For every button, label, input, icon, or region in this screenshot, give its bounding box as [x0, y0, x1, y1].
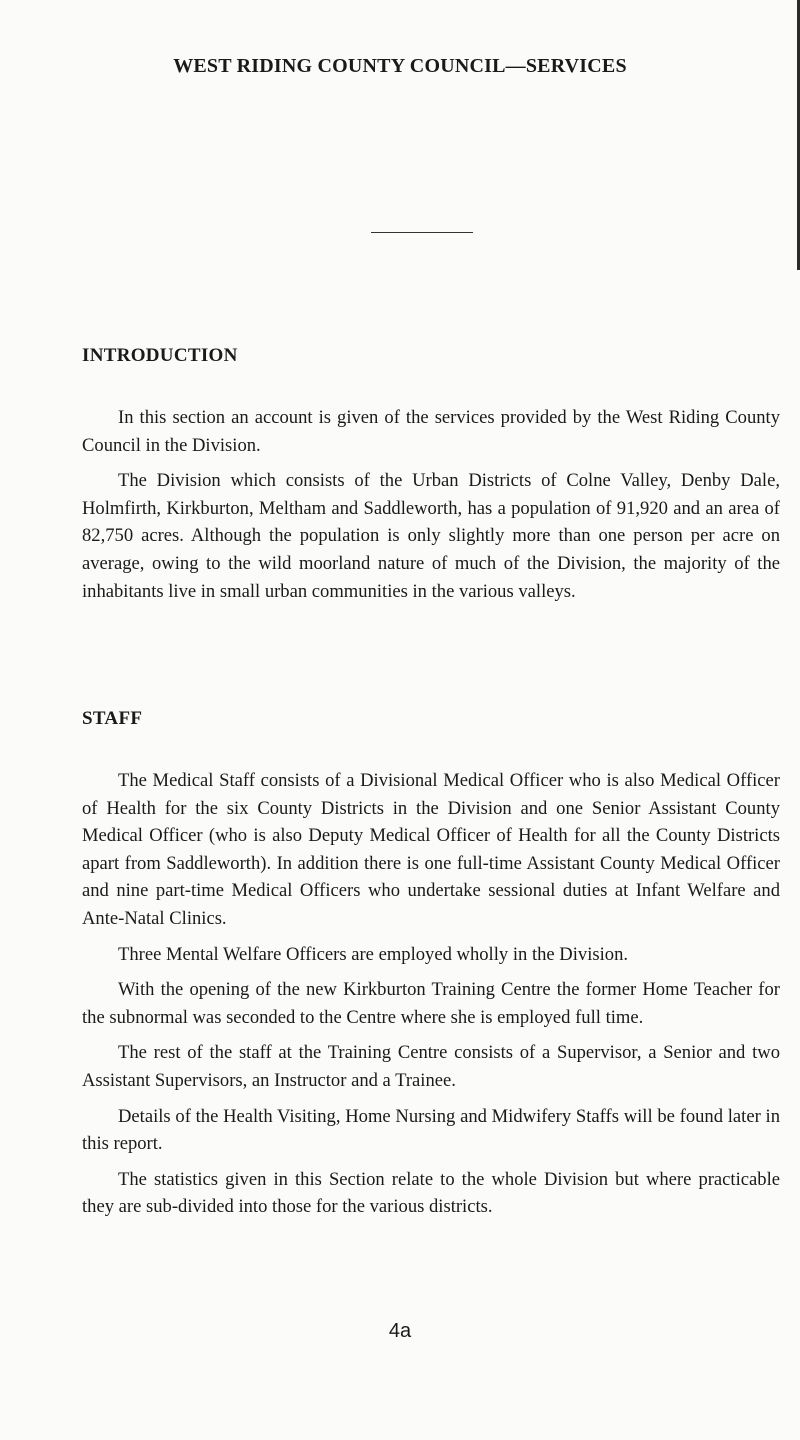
staff-paragraph: Details of the Health Visiting, Home Nursing and Midwifery Staffs will be found later in this report.: [82, 1105, 780, 1155]
introduction-paragraph: The Division which consists of the Urban Districts of Colne Valley, Denby Dale, Holmfirth, Kirkburton, Meltham and Saddleworth, has a population of 91,920 and an area of 82,750 acres. Although the population is only slightly more than one person per acre on average, owing to the wild moorland nature of much of the Division, the majority of the inhabitants live in small urban communities in the various valleys.: [82, 470, 780, 602]
staff-heading: STAFF: [82, 708, 143, 729]
staff-paragraph: The rest of the staff at the Training Centre consists of a Supervisor, a Senior and two Assistant Supervisors, an Instructor and a Trainee.: [82, 1042, 780, 1091]
introduction-heading: INTRODUCTION: [82, 345, 238, 366]
staff-body: [82, 767, 780, 1229]
staff-paragraph: The statistics given in this Section relate to the whole Division but where practicable they are sub-divided into those for the various districts.: [82, 1168, 780, 1218]
header-divider: [371, 232, 473, 233]
page-header: WEST RIDING COUNTY COUNCIL—SERVICES: [173, 55, 627, 77]
introduction-paragraph: In this section an account is given of the services provided by the West Riding County Council in the Division.: [82, 407, 780, 456]
page-number: 4a: [388, 1320, 412, 1342]
introduction-body: [82, 404, 780, 613]
staff-paragraph: Three Mental Welfare Officers are employed wholly in the Division.: [118, 943, 629, 965]
staff-paragraph: With the opening of the new Kirkburton Training Centre the former Home Teacher for the subnormal was seconded to the Centre where she is employed full time.: [82, 979, 780, 1028]
staff-paragraph: The Medical Staff consists of a Divisional Medical Officer who is also Medical Officer of Health for the six County Districts in the Division and one Senior Assistant County Medical Officer (who is also Deputy Medical Officer of Health for all the County Districts apart from Saddleworth). In addition there is one full-time Assistant County Medical Officer and nine part-time Medical Officers who undertake sessional duties at Infant Welfare and Ante-Natal Clinics.: [82, 770, 780, 929]
